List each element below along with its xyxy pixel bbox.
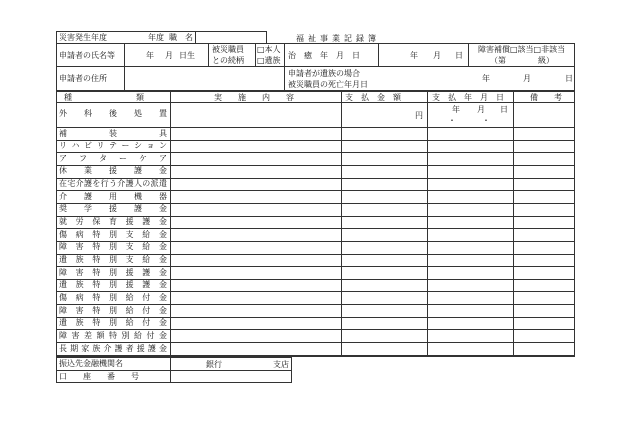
row-kind-label: 休 業 援 護 金 — [59, 166, 167, 176]
column-note: 備 考 — [530, 93, 562, 102]
death-label-2: 被災職員の死亡年月日 — [288, 80, 368, 89]
row-kind-label: 長 期 家 族 介 護 者 援 護 金 — [59, 343, 167, 353]
bank-name-text: 振込先金融機関名 — [59, 359, 123, 368]
job-label: 職 名 — [169, 33, 193, 42]
column-amount: 支 払 金 額 — [345, 93, 401, 102]
cure-date-label: 治 癒 年 月 日 — [288, 51, 360, 60]
date-dot-1: ・ — [448, 116, 456, 125]
amount-unit-yen: 円 — [415, 111, 423, 120]
applicant-address-label: 申請者の住所 — [59, 74, 107, 83]
row-kind-label: 介 護 用 機 器 — [59, 191, 167, 201]
divider — [56, 102, 575, 103]
page-title: 福祉事業記録簿 — [296, 34, 380, 43]
row-kind-label: 遺 族 特 別 給 付 金 — [59, 318, 167, 328]
divider — [378, 43, 379, 67]
account-number-text: 口 座 番 号 — [59, 372, 139, 381]
column-detail: 実 施 内 容 — [214, 93, 294, 102]
self-checkbox[interactable]: □本人 — [257, 45, 281, 54]
cure-year: 年 — [410, 51, 418, 60]
bank-unit: 銀行 — [206, 360, 222, 369]
row-kind-label: 在 宅 介 護 を 行 う 介 護 人 の 派 遣 — [59, 179, 167, 189]
date-year: 年 — [452, 105, 460, 114]
death-label-1: 申請者が遺族の場合 — [288, 69, 360, 78]
death-day: 日 — [565, 74, 573, 83]
birth-day: 日生 — [179, 51, 195, 60]
row-kind-label: 障 害 特 別 支 給 金 — [59, 242, 167, 252]
divider — [56, 66, 575, 67]
divider — [124, 43, 125, 91]
relation-label-2: との続柄 — [212, 56, 244, 65]
row-kind-label: リ ハ ビ リ テ ー シ ョ ン — [59, 141, 167, 151]
year-unit: 年度 — [148, 33, 164, 42]
birth-year: 年 — [146, 51, 154, 60]
year-label: 災害発生年度 — [59, 33, 107, 42]
row-kind-label: 奨 学 援 護 金 — [59, 204, 167, 214]
column-date: 支 払 年 月 日 — [432, 93, 504, 102]
divider — [284, 43, 285, 91]
row-kind-label: 就 労 保 育 援 護 金 — [59, 217, 167, 227]
column-kind: 種 類 — [64, 93, 144, 102]
row-kind-label: 障 害 特 別 給 付 金 — [59, 305, 167, 315]
death-month: 月 — [523, 74, 531, 83]
divider — [208, 43, 209, 67]
divider — [468, 43, 469, 67]
row-kind-label: 遺 族 特 別 援 護 金 — [59, 280, 167, 290]
branch-unit: 支店 — [273, 360, 289, 369]
cure-day: 日 — [455, 51, 463, 60]
disability-line-2: （第 級） — [490, 56, 554, 65]
disability-line-1: 障害補償□該当□非該当 — [478, 45, 566, 54]
row-kind-label: 遺 族 特 別 支 給 金 — [59, 255, 167, 264]
applicant-name-label: 申請者の氏名等 — [59, 51, 115, 60]
row-kind-label: 傷 病 特 別 支 給 金 — [59, 229, 167, 239]
cure-month: 月 — [433, 51, 441, 60]
row-kind-label: 補 装 具 — [59, 128, 167, 138]
date-day: 日 — [500, 105, 508, 114]
bank-name-label — [59, 358, 167, 370]
family-checkbox[interactable]: □遺族 — [257, 56, 281, 65]
date-month: 月 — [477, 105, 485, 114]
row-kind-label: 傷 病 特 別 給 付 金 — [59, 292, 167, 302]
relation-label-1: 被災職員 — [212, 45, 244, 54]
row-kind-label: 障 害 特 別 援 護 金 — [59, 267, 167, 277]
date-dot-2: ・ — [482, 116, 490, 125]
death-year: 年 — [482, 74, 490, 83]
divider — [255, 43, 256, 67]
row-kind-label: 外 科 後 処 置 — [59, 109, 167, 118]
row-divider — [56, 355, 575, 356]
account-number-label — [59, 371, 167, 383]
row-kind-label: 障 害 差 額 特 別 給 付 金 — [59, 330, 167, 340]
row-kind-label: ア フ タ ー ケ ア — [59, 153, 167, 163]
birth-month: 月 — [165, 51, 173, 60]
